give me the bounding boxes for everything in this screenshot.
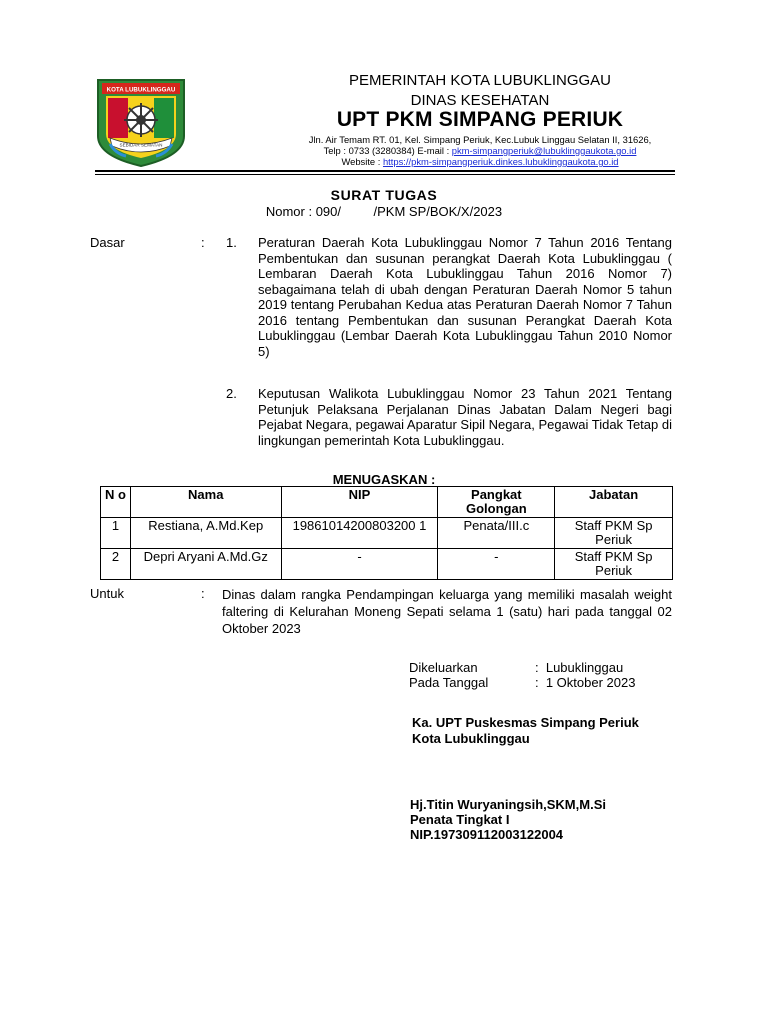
signatory-rank: Penata Tingkat I — [410, 812, 510, 827]
column-header: Jabatan — [555, 487, 673, 518]
column-header: Pangkat Golongan — [438, 487, 555, 518]
letterhead-divider — [95, 170, 675, 172]
cell-no: 1 — [101, 518, 131, 549]
issued-place-value: : Lubuklinggau — [535, 660, 624, 675]
issued-date-value: : 1 Oktober 2023 — [535, 675, 636, 690]
untuk-text: Dinas dalam rangka Pendampingan keluarga yang memiliki masalah weight faltering di Kelurahan Moneng Sepati selama 1 (satu) hari pada tanggal 02 Oktober 2023 — [222, 587, 672, 636]
cell-jabatan: Staff PKM Sp Periuk — [555, 518, 673, 549]
signatory-title-city: Kota Lubuklinggau — [412, 731, 530, 746]
email-link[interactable]: pkm-simpangperiuk@lubuklinggaukota.go.id — [451, 145, 637, 156]
dasar-item-text: Keputusan Walikota Lubuklinggau Nomor 23 Tahun 2021 Tentang Petunjuk Pelaksana Perjalanan Dinas Jabatan Dalam Negeri bagi Pejabat Negara, pegawai Aparatur Sipil Negara, Pegawai Tidak Tetap di lingkungan pemerintah Kota Lubuklinggau. — [258, 386, 672, 448]
website-link[interactable]: https://pkm-simpangperiuk.dinkes.lubuklinggaukota.go.id — [382, 156, 619, 167]
letterhead-divider-thin — [95, 174, 675, 175]
cell-jabatan: Staff PKM Sp Periuk — [555, 549, 673, 580]
column-header: NIP — [281, 487, 438, 518]
dasar-colon: : — [201, 235, 205, 250]
table-row — [101, 549, 673, 580]
dasar-item-number: 2. — [226, 386, 237, 401]
city-emblem-logo — [96, 78, 186, 168]
untuk-label: Untuk — [90, 586, 124, 601]
signatory-nip: NIP.197309112003122004 — [410, 827, 564, 842]
contact-line — [200, 145, 760, 156]
address-line: Jln. Air Temam RT. 01, Kel. Simpang Periuk, Kec.Lubuk Linggau Selatan II, 31626, — [308, 134, 652, 145]
dasar-item-text: Peraturan Daerah Kota Lubuklinggau Nomor 7 Tahun 2016 Tentang Pembentukan dan susunan perangkat Daerah Kota Lubuklinggau ( Lembaran Daerah Kota Lubuklinggau Tahun 2016 Nomor 7) sebagaimana telah di ubah dengan Peraturan Daerah Nomor 5 tahun 2019 tentang Perubahan Kedua atas Peraturan Daerah Nomor 7 Tahun 2016 tentang Pembentukan dan susunan Perangkat Daerah Kota Lubuklinggau (Lembar Daerah Kota Lubuklinggau Tahun 2010 Nomor 5) — [258, 235, 672, 359]
column-header: Nama — [130, 487, 281, 518]
issued-place-label: Dikeluarkan — [409, 660, 478, 675]
assignment-heading: MENUGASKAN : — [332, 472, 436, 487]
cell-pangkat: - — [438, 549, 555, 580]
dasar-label: Dasar — [90, 235, 125, 250]
cell-nip: - — [281, 549, 438, 580]
logo-text: KOTA LUBUKLINGGAU — [106, 86, 176, 94]
cell-no: 2 — [101, 549, 131, 580]
signatory-name: Hj.Titin Wuryaningsih,SKM,M.Si — [410, 797, 606, 812]
website-label: Website : — [341, 156, 383, 167]
cell-nip: 19861014200803200 1 — [281, 518, 438, 549]
untuk-colon: : — [201, 586, 205, 601]
website-line — [200, 156, 760, 167]
cell-nama: Depri Aryani A.Md.Gz — [130, 549, 281, 580]
table-header-row — [101, 487, 673, 518]
agency-name: DINAS KESEHATAN — [410, 92, 550, 109]
signatory-title: Ka. UPT Puskesmas Simpang Periuk — [412, 715, 639, 730]
table-row — [101, 518, 673, 549]
issued-date-label: Pada Tanggal — [409, 675, 489, 690]
document-title: SURAT TUGAS — [330, 187, 438, 203]
column-header: N o — [101, 487, 131, 518]
logo-ribbon-text: SEBIDAR SEMATAN — [119, 142, 163, 148]
unit-name: UPT PKM SIMPANG PERIUK — [336, 108, 624, 131]
government-name: PEMERINTAH KOTA LUBUKLINGGAU — [349, 72, 611, 89]
telp-label: Telp : 0733 (3280384) E-mail : — [323, 145, 452, 156]
cell-nama: Restiana, A.Md.Kep — [130, 518, 281, 549]
document-number: Nomor : 090/ /PKM SP/BOK/X/2023 — [265, 204, 503, 219]
cell-pangkat: Penata/III.c — [438, 518, 555, 549]
dasar-item-number: 1. — [226, 235, 237, 250]
assignment-table — [100, 486, 673, 580]
